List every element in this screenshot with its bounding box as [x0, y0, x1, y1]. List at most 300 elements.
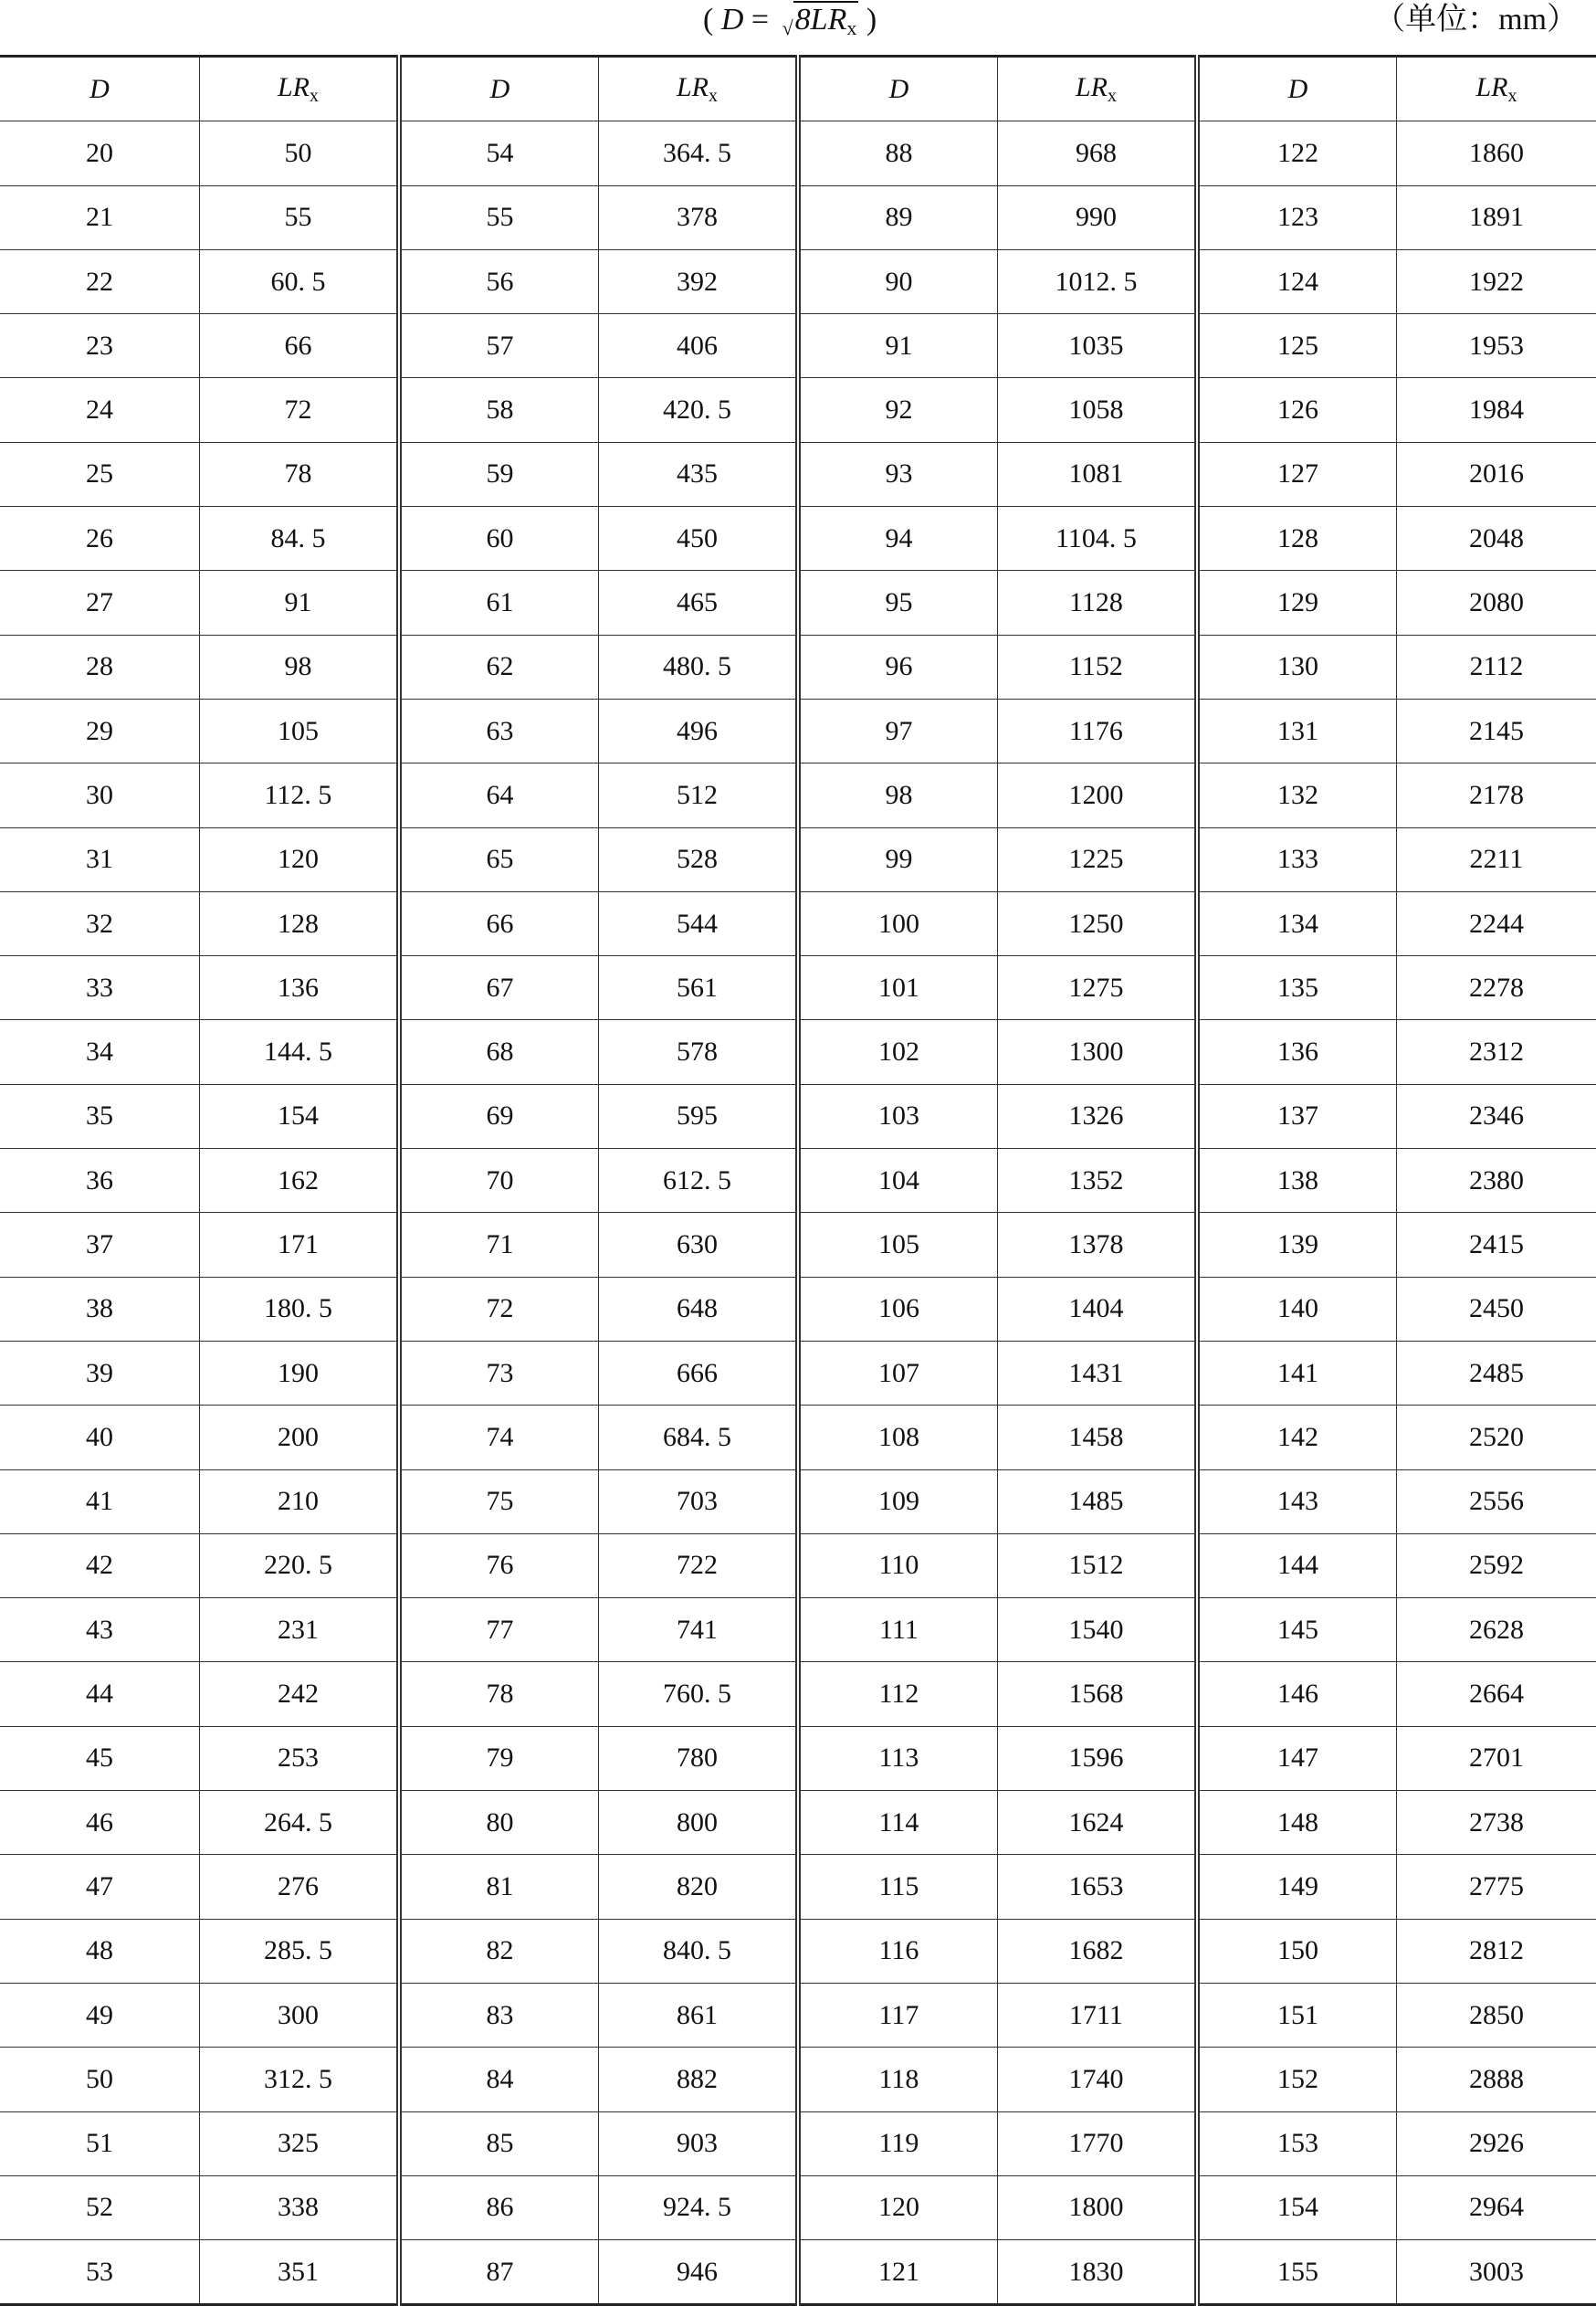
lrx-value-cell: 630 [599, 1213, 799, 1277]
table-row [0, 2175, 1596, 2239]
formula-d: D [721, 3, 744, 37]
d-value-cell: 94 [798, 507, 998, 571]
table-row [0, 2048, 1596, 2111]
header-lrx-text: LR [278, 72, 310, 102]
d-value-cell: 150 [1197, 1919, 1397, 1983]
lrx-value-cell: 2888 [1397, 2048, 1596, 2111]
lrx-value-cell: 392 [599, 249, 799, 313]
d-value-cell: 71 [399, 1213, 599, 1277]
d-value-cell: 131 [1197, 699, 1397, 763]
lrx-value-cell: 722 [599, 1533, 799, 1597]
lrx-value-cell: 544 [599, 891, 799, 955]
lrx-value-cell: 1378 [998, 1213, 1198, 1277]
lrx-value-cell: 1104. 5 [998, 507, 1198, 571]
d-value-cell: 155 [1197, 2240, 1397, 2305]
d-value-cell: 31 [0, 827, 200, 891]
d-value-cell: 37 [0, 1213, 200, 1277]
lrx-value-cell: 1540 [998, 1598, 1198, 1662]
formula-open-paren: ( [703, 3, 713, 37]
lrx-value-cell: 325 [200, 2111, 400, 2175]
d-value-cell: 28 [0, 635, 200, 699]
header-d: D [798, 57, 998, 121]
d-value-cell: 23 [0, 314, 200, 378]
table-row [0, 1020, 1596, 1084]
d-value-cell: 52 [0, 2175, 200, 2239]
lrx-value-cell: 72 [200, 378, 400, 442]
d-value-cell: 59 [399, 442, 599, 506]
lrx-value-cell: 276 [200, 1855, 400, 1919]
d-value-cell: 124 [1197, 249, 1397, 313]
lrx-value-cell: 162 [200, 1149, 400, 1213]
lrx-value-cell: 2178 [1397, 763, 1596, 827]
d-value-cell: 45 [0, 1726, 200, 1790]
d-value-cell: 73 [399, 1341, 599, 1405]
table-row [0, 1726, 1596, 1790]
lrx-value-cell: 820 [599, 1855, 799, 1919]
d-value-cell: 64 [399, 763, 599, 827]
table-row [0, 1341, 1596, 1405]
lrx-value-cell: 861 [599, 1983, 799, 2047]
lrx-value-cell: 2312 [1397, 1020, 1596, 1084]
lrx-value-cell: 2628 [1397, 1598, 1596, 1662]
lrx-value-cell: 2850 [1397, 1983, 1596, 2047]
d-value-cell: 60 [399, 507, 599, 571]
lrx-value-cell: 300 [200, 1983, 400, 2047]
lrx-value-cell: 760. 5 [599, 1662, 799, 1726]
d-value-cell: 44 [0, 1662, 200, 1726]
d-value-cell: 129 [1197, 571, 1397, 635]
header-lrx-subscript: x [709, 86, 718, 106]
lrx-value-cell: 2080 [1397, 571, 1596, 635]
lrx-value-cell: 882 [599, 2048, 799, 2111]
table-row [0, 1533, 1596, 1597]
lrx-value-cell: 2278 [1397, 956, 1596, 1020]
d-value-cell: 79 [399, 1726, 599, 1790]
lrx-value-cell: 1225 [998, 827, 1198, 891]
d-value-cell: 35 [0, 1084, 200, 1148]
lrx-value-cell: 2556 [1397, 1469, 1596, 1533]
lrx-value-cell: 924. 5 [599, 2175, 799, 2239]
lrx-value-cell: 666 [599, 1341, 799, 1405]
lrx-value-cell: 840. 5 [599, 1919, 799, 1983]
lrx-value-cell: 78 [200, 442, 400, 506]
d-value-cell: 125 [1197, 314, 1397, 378]
lrx-value-cell: 84. 5 [200, 507, 400, 571]
d-value-cell: 50 [0, 2048, 200, 2111]
table-row [0, 635, 1596, 699]
d-value-cell: 100 [798, 891, 998, 955]
d-value-cell: 46 [0, 1791, 200, 1855]
lrx-value-cell: 154 [200, 1084, 400, 1148]
d-value-cell: 26 [0, 507, 200, 571]
lrx-value-cell: 1275 [998, 956, 1198, 1020]
lrx-value-cell: 66 [200, 314, 400, 378]
table-row [0, 827, 1596, 891]
d-value-cell: 153 [1197, 2111, 1397, 2175]
lrx-value-cell: 1770 [998, 2111, 1198, 2175]
lrx-value-cell: 1624 [998, 1791, 1198, 1855]
lrx-value-cell: 120 [200, 827, 400, 891]
d-value-cell: 132 [1197, 763, 1397, 827]
lrx-value-cell: 60. 5 [200, 249, 400, 313]
lrx-value-cell: 2775 [1397, 1855, 1596, 1919]
d-value-cell: 123 [1197, 185, 1397, 249]
lrx-value-cell: 364. 5 [599, 121, 799, 185]
lrx-value-cell: 990 [998, 185, 1198, 249]
lrx-value-cell: 703 [599, 1469, 799, 1533]
d-value-cell: 102 [798, 1020, 998, 1084]
table-row [0, 314, 1596, 378]
data-table-wrapper [0, 55, 1596, 2306]
d-value-cell: 97 [798, 699, 998, 763]
lrx-value-cell: 1891 [1397, 185, 1596, 249]
table-row [0, 956, 1596, 1020]
d-value-cell: 38 [0, 1277, 200, 1341]
lrx-value-cell: 1596 [998, 1726, 1198, 1790]
d-value-cell: 105 [798, 1213, 998, 1277]
lrx-value-cell: 2048 [1397, 507, 1596, 571]
lrx-value-cell: 561 [599, 956, 799, 1020]
formula [703, 0, 877, 44]
lrx-value-cell: 1830 [998, 2240, 1198, 2305]
d-value-cell: 54 [399, 121, 599, 185]
d-value-cell: 87 [399, 2240, 599, 2305]
header-lrx-text: LR [677, 72, 709, 102]
lrx-value-cell: 2016 [1397, 442, 1596, 506]
lrx-value-cell: 2738 [1397, 1791, 1596, 1855]
lrx-value-cell: 435 [599, 442, 799, 506]
lrx-value-cell: 406 [599, 314, 799, 378]
lrx-value-cell: 1152 [998, 635, 1198, 699]
formula-radicand-subscript: x [846, 16, 856, 39]
lrx-value-cell: 180. 5 [200, 1277, 400, 1341]
d-value-cell: 116 [798, 1919, 998, 1983]
lrx-value-cell: 1740 [998, 2048, 1198, 2111]
unit-label: （单位：mm） [1374, 0, 1578, 44]
table-row [0, 1983, 1596, 2047]
lrx-value-cell: 351 [200, 2240, 400, 2305]
d-value-cell: 126 [1197, 378, 1397, 442]
d-value-cell: 99 [798, 827, 998, 891]
table-row [0, 378, 1596, 442]
d-value-cell: 74 [399, 1406, 599, 1469]
lrx-value-cell: 1568 [998, 1662, 1198, 1726]
d-value-cell: 111 [798, 1598, 998, 1662]
d-value-cell: 149 [1197, 1855, 1397, 1919]
d-value-cell: 65 [399, 827, 599, 891]
lrx-value-cell: 1128 [998, 571, 1198, 635]
d-value-cell: 143 [1197, 1469, 1397, 1533]
lrx-value-cell: 378 [599, 185, 799, 249]
d-value-cell: 24 [0, 378, 200, 442]
d-value-cell: 66 [399, 891, 599, 955]
d-value-cell: 68 [399, 1020, 599, 1084]
lrx-value-cell: 2380 [1397, 1149, 1596, 1213]
lrx-value-cell: 231 [200, 1598, 400, 1662]
lrx-value-cell: 144. 5 [200, 1020, 400, 1084]
d-value-cell: 119 [798, 2111, 998, 2175]
table-row [0, 507, 1596, 571]
lrx-value-cell: 2415 [1397, 1213, 1596, 1277]
d-value-cell: 32 [0, 891, 200, 955]
table-row [0, 2111, 1596, 2175]
lrx-value-cell: 480. 5 [599, 635, 799, 699]
table-row [0, 1855, 1596, 1919]
d-value-cell: 20 [0, 121, 200, 185]
d-value-cell: 21 [0, 185, 200, 249]
d-value-cell: 115 [798, 1855, 998, 1919]
d-value-cell: 30 [0, 763, 200, 827]
table-row [0, 249, 1596, 313]
d-value-cell: 25 [0, 442, 200, 506]
table-row [0, 2240, 1596, 2305]
lrx-value-cell: 2701 [1397, 1726, 1596, 1790]
d-value-cell: 48 [0, 1919, 200, 1983]
d-value-cell: 109 [798, 1469, 998, 1533]
table-row [0, 185, 1596, 249]
header-lrx-subscript: x [1108, 86, 1117, 106]
d-value-cell: 103 [798, 1084, 998, 1148]
d-value-cell: 95 [798, 571, 998, 635]
d-value-cell: 41 [0, 1469, 200, 1533]
header-lrx-subscript: x [1508, 86, 1517, 106]
lrx-value-cell: 2211 [1397, 827, 1596, 891]
lrx-value-cell: 2145 [1397, 699, 1596, 763]
lrx-value-cell: 91 [200, 571, 400, 635]
table-row [0, 1919, 1596, 1983]
d-value-cell: 141 [1197, 1341, 1397, 1405]
d-value-cell: 78 [399, 1662, 599, 1726]
lrx-value-cell: 1458 [998, 1406, 1198, 1469]
d-value-cell: 136 [1197, 1020, 1397, 1084]
lrx-value-cell: 512 [599, 763, 799, 827]
d-value-cell: 137 [1197, 1084, 1397, 1148]
d-value-cell: 29 [0, 699, 200, 763]
lrx-value-cell: 253 [200, 1726, 400, 1790]
formula-radicand-text: 8LR [795, 3, 847, 37]
d-value-cell: 85 [399, 2111, 599, 2175]
lrx-value-cell: 2520 [1397, 1406, 1596, 1469]
table-row [0, 121, 1596, 185]
lrx-value-cell: 1352 [998, 1149, 1198, 1213]
lrx-value-cell: 312. 5 [200, 2048, 400, 2111]
lrx-value-cell: 285. 5 [200, 1919, 400, 1983]
lrx-value-cell: 1326 [998, 1084, 1198, 1148]
lrx-value-cell: 1200 [998, 763, 1198, 827]
lrx-value-cell: 338 [200, 2175, 400, 2239]
lrx-value-cell: 2112 [1397, 635, 1596, 699]
lrx-value-cell: 2812 [1397, 1919, 1596, 1983]
d-value-cell: 101 [798, 956, 998, 1020]
d-value-cell: 144 [1197, 1533, 1397, 1597]
lrx-value-cell: 420. 5 [599, 378, 799, 442]
d-value-cell: 70 [399, 1149, 599, 1213]
lrx-value-cell: 800 [599, 1791, 799, 1855]
lrx-value-cell: 200 [200, 1406, 400, 1469]
d-value-cell: 96 [798, 635, 998, 699]
d-value-cell: 133 [1197, 827, 1397, 891]
d-value-cell: 47 [0, 1855, 200, 1919]
lrx-value-cell: 741 [599, 1598, 799, 1662]
lrx-value-cell: 2450 [1397, 1277, 1596, 1341]
d-value-cell: 86 [399, 2175, 599, 2239]
d-value-cell: 110 [798, 1533, 998, 1597]
d-value-cell: 82 [399, 1919, 599, 1983]
lrx-value-cell: 2485 [1397, 1341, 1596, 1405]
header-d: D [1197, 57, 1397, 121]
lrx-value-cell: 2346 [1397, 1084, 1596, 1148]
lrx-value-cell: 264. 5 [200, 1791, 400, 1855]
lrx-value-cell: 1035 [998, 314, 1198, 378]
header-lrx [1397, 57, 1596, 121]
d-value-cell: 55 [399, 185, 599, 249]
lrx-value-cell: 968 [998, 121, 1198, 185]
lrx-value-cell: 1250 [998, 891, 1198, 955]
d-value-cell: 108 [798, 1406, 998, 1469]
d-value-cell: 91 [798, 314, 998, 378]
header-lrx-text: LR [1076, 72, 1108, 102]
d-value-cell: 69 [399, 1084, 599, 1148]
d-value-cell: 84 [399, 2048, 599, 2111]
d-value-cell: 142 [1197, 1406, 1397, 1469]
lrx-value-cell: 50 [200, 121, 400, 185]
table-body [0, 121, 1596, 2305]
table-row [0, 1277, 1596, 1341]
d-value-cell: 62 [399, 635, 599, 699]
lrx-value-cell: 1485 [998, 1469, 1198, 1533]
d-value-cell: 140 [1197, 1277, 1397, 1341]
lrx-value-cell: 242 [200, 1662, 400, 1726]
lrx-value-cell: 595 [599, 1084, 799, 1148]
d-value-cell: 22 [0, 249, 200, 313]
d-value-cell: 27 [0, 571, 200, 635]
header-d: D [399, 57, 599, 121]
d-lrx-table [0, 55, 1596, 2306]
lrx-value-cell: 1653 [998, 1855, 1198, 1919]
lrx-value-cell: 190 [200, 1341, 400, 1405]
lrx-value-cell: 1682 [998, 1919, 1198, 1983]
d-value-cell: 146 [1197, 1662, 1397, 1726]
lrx-value-cell: 220. 5 [200, 1533, 400, 1597]
lrx-value-cell: 2664 [1397, 1662, 1596, 1726]
d-value-cell: 93 [798, 442, 998, 506]
d-value-cell: 40 [0, 1406, 200, 1469]
lrx-value-cell: 112. 5 [200, 763, 400, 827]
d-value-cell: 89 [798, 185, 998, 249]
d-value-cell: 104 [798, 1149, 998, 1213]
d-value-cell: 63 [399, 699, 599, 763]
lrx-value-cell: 684. 5 [599, 1406, 799, 1469]
d-value-cell: 122 [1197, 121, 1397, 185]
table-row [0, 891, 1596, 955]
d-value-cell: 77 [399, 1598, 599, 1662]
d-value-cell: 75 [399, 1469, 599, 1533]
d-value-cell: 76 [399, 1533, 599, 1597]
d-value-cell: 107 [798, 1341, 998, 1405]
header-lrx [599, 57, 799, 121]
d-value-cell: 83 [399, 1983, 599, 2047]
d-value-cell: 49 [0, 1983, 200, 2047]
header-lrx [200, 57, 400, 121]
d-value-cell: 113 [798, 1726, 998, 1790]
lrx-value-cell: 496 [599, 699, 799, 763]
header-lrx-text: LR [1475, 72, 1507, 102]
d-value-cell: 33 [0, 956, 200, 1020]
lrx-value-cell: 1953 [1397, 314, 1596, 378]
lrx-value-cell: 1984 [1397, 378, 1596, 442]
lrx-value-cell: 1922 [1397, 249, 1596, 313]
table-caption [0, 0, 1596, 55]
header-lrx [998, 57, 1198, 121]
header-d: D [0, 57, 200, 121]
lrx-value-cell: 1404 [998, 1277, 1198, 1341]
d-value-cell: 88 [798, 121, 998, 185]
d-value-cell: 90 [798, 249, 998, 313]
d-value-cell: 80 [399, 1791, 599, 1855]
lrx-value-cell: 450 [599, 507, 799, 571]
lrx-value-cell: 528 [599, 827, 799, 891]
lrx-value-cell: 55 [200, 185, 400, 249]
lrx-value-cell: 578 [599, 1020, 799, 1084]
d-value-cell: 98 [798, 763, 998, 827]
table-row [0, 1598, 1596, 1662]
d-value-cell: 127 [1197, 442, 1397, 506]
lrx-value-cell: 210 [200, 1469, 400, 1533]
d-value-cell: 92 [798, 378, 998, 442]
d-value-cell: 139 [1197, 1213, 1397, 1277]
lrx-value-cell: 612. 5 [599, 1149, 799, 1213]
d-value-cell: 154 [1197, 2175, 1397, 2239]
d-value-cell: 114 [798, 1791, 998, 1855]
d-value-cell: 57 [399, 314, 599, 378]
d-value-cell: 81 [399, 1855, 599, 1919]
table-row [0, 442, 1596, 506]
d-value-cell: 152 [1197, 2048, 1397, 2111]
lrx-value-cell: 98 [200, 635, 400, 699]
lrx-value-cell: 1512 [998, 1533, 1198, 1597]
lrx-value-cell: 2244 [1397, 891, 1596, 955]
table-row [0, 1213, 1596, 1277]
table-row [0, 699, 1596, 763]
lrx-value-cell: 1431 [998, 1341, 1198, 1405]
table-row [0, 763, 1596, 827]
lrx-value-cell: 946 [599, 2240, 799, 2305]
d-value-cell: 53 [0, 2240, 200, 2305]
lrx-value-cell: 1860 [1397, 121, 1596, 185]
lrx-value-cell: 128 [200, 891, 400, 955]
formula-close-paren: ) [866, 3, 877, 37]
d-value-cell: 61 [399, 571, 599, 635]
lrx-value-cell: 105 [200, 699, 400, 763]
d-value-cell: 117 [798, 1983, 998, 2047]
d-value-cell: 120 [798, 2175, 998, 2239]
d-value-cell: 58 [399, 378, 599, 442]
lrx-value-cell: 3003 [1397, 2240, 1596, 2305]
lrx-value-cell: 1176 [998, 699, 1198, 763]
lrx-value-cell: 171 [200, 1213, 400, 1277]
d-value-cell: 112 [798, 1662, 998, 1726]
lrx-value-cell: 2592 [1397, 1533, 1596, 1597]
d-value-cell: 51 [0, 2111, 200, 2175]
header-row [0, 57, 1596, 121]
table-row [0, 571, 1596, 635]
lrx-value-cell: 780 [599, 1726, 799, 1790]
lrx-value-cell: 1012. 5 [998, 249, 1198, 313]
lrx-value-cell: 903 [599, 2111, 799, 2175]
d-value-cell: 36 [0, 1149, 200, 1213]
d-value-cell: 147 [1197, 1726, 1397, 1790]
lrx-value-cell: 2964 [1397, 2175, 1596, 2239]
